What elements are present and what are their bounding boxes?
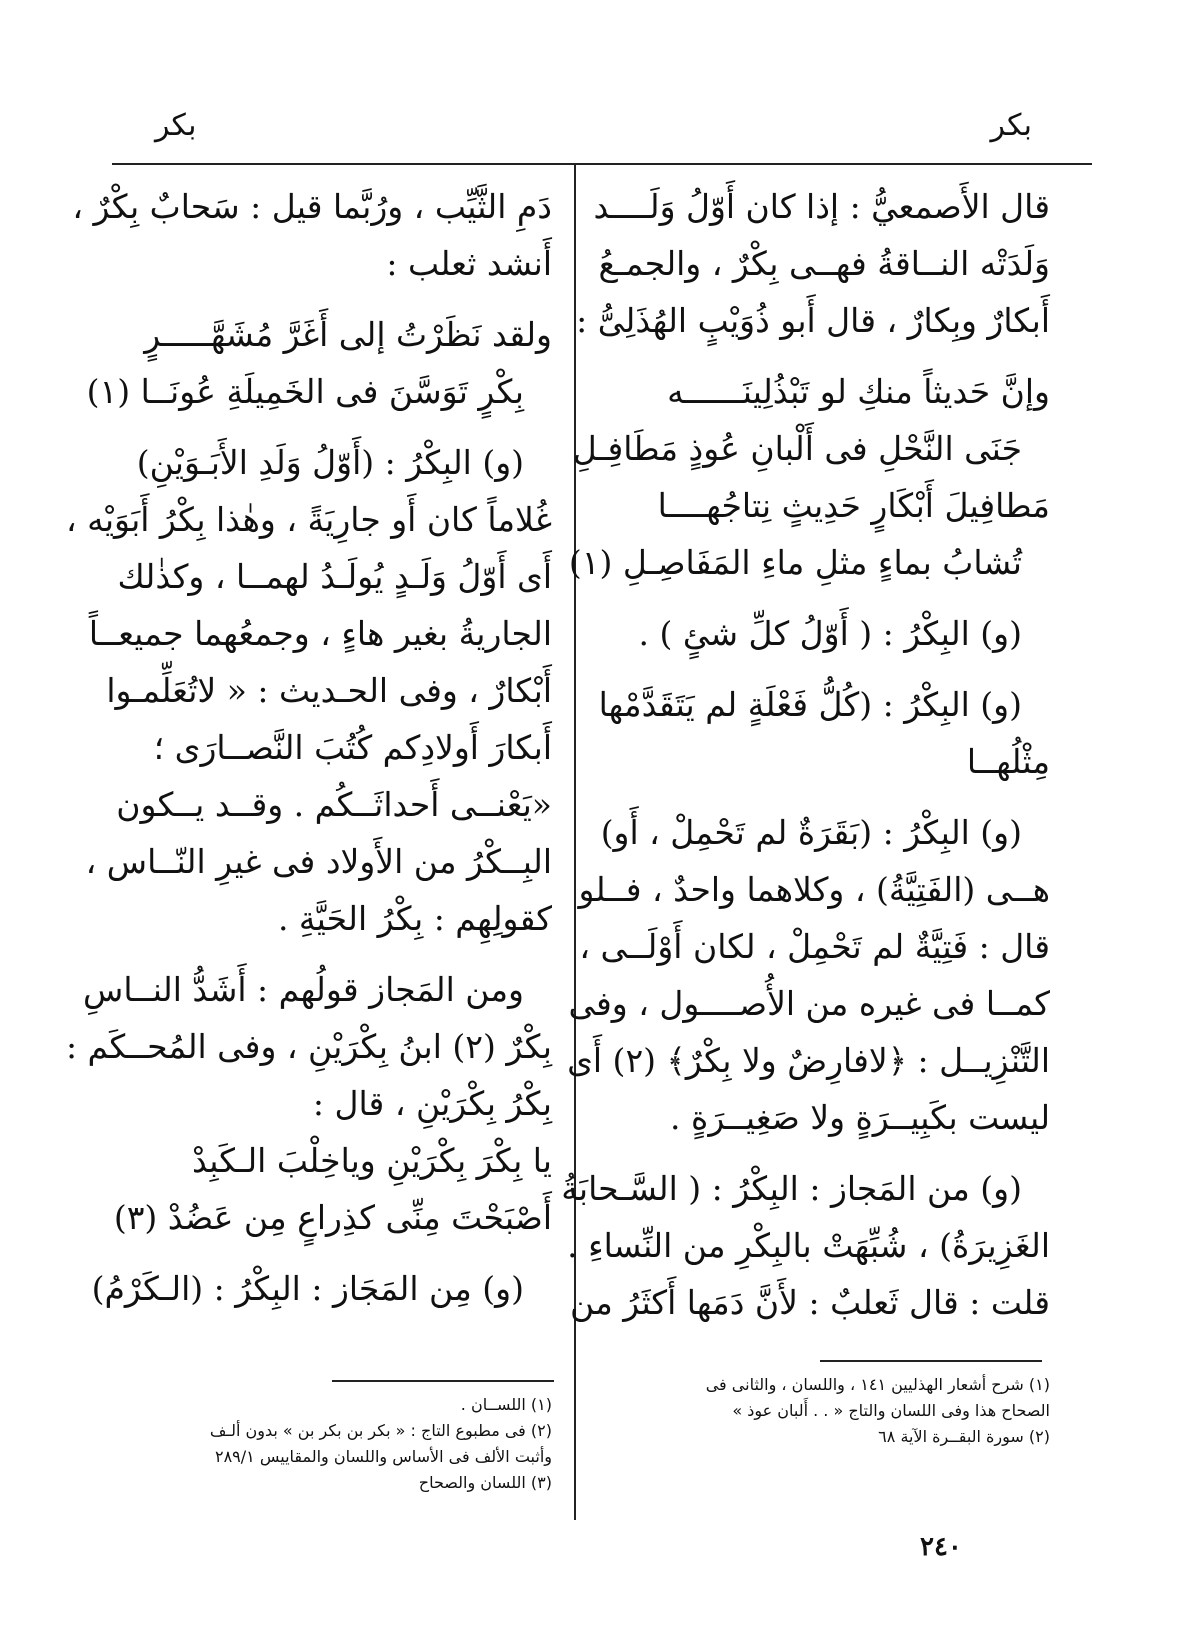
verse-line: يا بِكْرَ بِكْرَيْنِ وياخِلْبَ الـكَبِدْ (191, 1141, 552, 1180)
header-left-title: بكر (155, 108, 197, 143)
text-line: التَّنْزِيــل : ﴿لافارِضٌ ولا بِكْرٌ﴾ (٢) أَى (567, 1041, 1050, 1080)
footnote: (١) اللســان . (460, 1395, 552, 1414)
verse-line: ولقد نَظَرْتُ إلى أَغَرَّ مُشَهَّـــــرٍ (144, 315, 552, 354)
verse-line: جَنَى النَّحْلِ فى أَلْبانِ عُوذٍ مَطَافِـلِ (572, 429, 1022, 468)
page-number: ٢٤٠ (920, 1532, 962, 1562)
text-line: (و) البِكْرُ : (بَقَرَةٌ لم تَحْمِلْ ، أَو) (600, 813, 1022, 852)
text-line: (و) البِكْرُ : (أَوّلُ وَلَدِ الأَبَـوَيْنِ) (136, 443, 524, 482)
text-line: قال : فَتِيَّةٌ لم تَحْمِلْ ، لكان أَوْلَــى ، (579, 927, 1050, 966)
footnote: الصحاح هذا وفى اللسان والتاج « . . أَلبان عوذ » (732, 1401, 1050, 1420)
text-line: أَبْكارٌ ، وفى الحـديث : « لاتُعَلِّمـوا (106, 671, 552, 710)
text-line: البِــكْرُ من الأَولاد فى غيرِ النّــاس ، (85, 842, 552, 881)
text-line: (و) مِن المَجَاز : البِكْرُ : (الـكَرْمُ) (91, 1269, 524, 1308)
text-line: دَمِ الثَّيِّب ، ورُبَّما قيل : سَحابٌ بِكْرٌ ، (72, 187, 552, 226)
footnote-rule-left (332, 1380, 554, 1382)
text-line: أَى أَوّلُ وَلَـدٍ يُولَـدُ لهمــا ، وكذٰلك (117, 557, 552, 596)
verse-line: أَصْبَحْتَ مِنِّى كذِراعٍ مِن عَضُدْ (٣) (113, 1198, 552, 1237)
verse-line: مَطافِيلَ أَبْكَارٍ حَدِيثٍ نِتاجُهــــا (657, 486, 1050, 525)
text-line: أَبكارٌ وبِكارٌ ، قال أَبو ذُوَيْبٍ الهُذَلِىُّ : (576, 301, 1050, 340)
footnote: وأثبت الألف فى الأساس واللسان والمقاييس ٢٨٩/١ (214, 1447, 552, 1466)
text-line: مِثْلُهــا (966, 742, 1050, 781)
text-line: (و) البِكْرُ : ( أَوّلُ كلِّ شئٍ ) . (638, 614, 1022, 653)
text-line: (و) البِكْرُ : (كُلُّ فَعْلَةٍ لم يَتَقَدَّمْها (598, 685, 1022, 724)
text-line: ليست بكَبِيــرَةٍ ولا صَغِيــرَةٍ . (670, 1098, 1050, 1137)
text-line: أَبكارَ أَولادِكم كُتُبَ النَّصــارَى ؛ (153, 728, 552, 767)
footnote: (٢) فى مطبوع التاج : « بكر بن بكر بن » بدون ألـف (209, 1421, 552, 1440)
header-right-title: بكر (990, 108, 1032, 143)
header-rule (112, 163, 1092, 165)
text-line: (و) من المَجاز : البِكْرُ : ( السَّـحابَةُ (561, 1169, 1022, 1208)
left-column (65, 178, 552, 1317)
verse-line: وإنَّ حَديثاً منكِ لو تَبْذُلِينَــــــه (667, 372, 1050, 411)
verse-line: بِكْرٍ تَوَسَّنَ فى الخَمِيلَةِ عُونَــا (١) (86, 372, 524, 411)
footnotes-right (600, 1372, 1050, 1450)
text-line: قال الأَصمعيُّ : إذا كان أَوّلُ وَلَــــد (593, 187, 1050, 226)
right-column (561, 178, 1050, 1331)
footnote-rule-right (820, 1360, 1042, 1362)
text-line: «يَعْنــى أَحداثَــكُم . وقــد يــكون (116, 785, 552, 824)
text-line: الغَزِيرَةُ) ، شُبِّهَتْ بالبِكْرِ من النِّساءِ . (567, 1226, 1050, 1265)
text-line: ومن المَجاز قولُهم : أَشَدُّ النــاسِ (83, 970, 524, 1009)
footnote: (٣) اللسان والصحاح (418, 1473, 552, 1492)
text-line: أَنشد ثعلب : (386, 244, 552, 283)
text-line: بِكْرُ بِكْرَيْنِ ، قال : (312, 1084, 552, 1123)
text-line: قلت : قال ثَعلبٌ : لأَنَّ دَمَها أَكثَرُ من (569, 1283, 1050, 1322)
footnote: (١) شرح أشعار الهذليين ١٤١ ، واللسان ، والثانى فى (705, 1375, 1050, 1394)
text-line: غُلاماً كان أَو جارِيَةً ، وهٰذا بِكْرُ أَبَوَيْه ، (66, 500, 552, 539)
text-line: الجاريةُ بغير هاءٍ ، وجمعُهما جميعــاً (88, 614, 552, 653)
footnote: (٢) سورة البقــرة الآية ٦٨ (878, 1427, 1050, 1446)
text-line: بِكْرٌ (٢) ابنُ بِكْرَيْنِ ، وفى المُحــكَم : (65, 1027, 552, 1066)
footnotes-left (112, 1392, 552, 1496)
text-line: وَلَدَتْه النــاقةُ فهــى بِكْرٌ ، والجمـعُ (598, 244, 1050, 283)
text-line: كقولِهِم : بِكْرُ الحَيَّةِ . (277, 899, 552, 938)
text-line: كمــا فى غيره من الأُصــــول ، وفى (568, 984, 1050, 1023)
text-line: هــى (الفَتِيَّةُ) ، وكلاهما واحدٌ ، فــلو (578, 870, 1050, 909)
verse-line: تُشابُ بماءٍ مثلِ ماءِ المَفَاصِـلِ (١) (568, 543, 1022, 582)
